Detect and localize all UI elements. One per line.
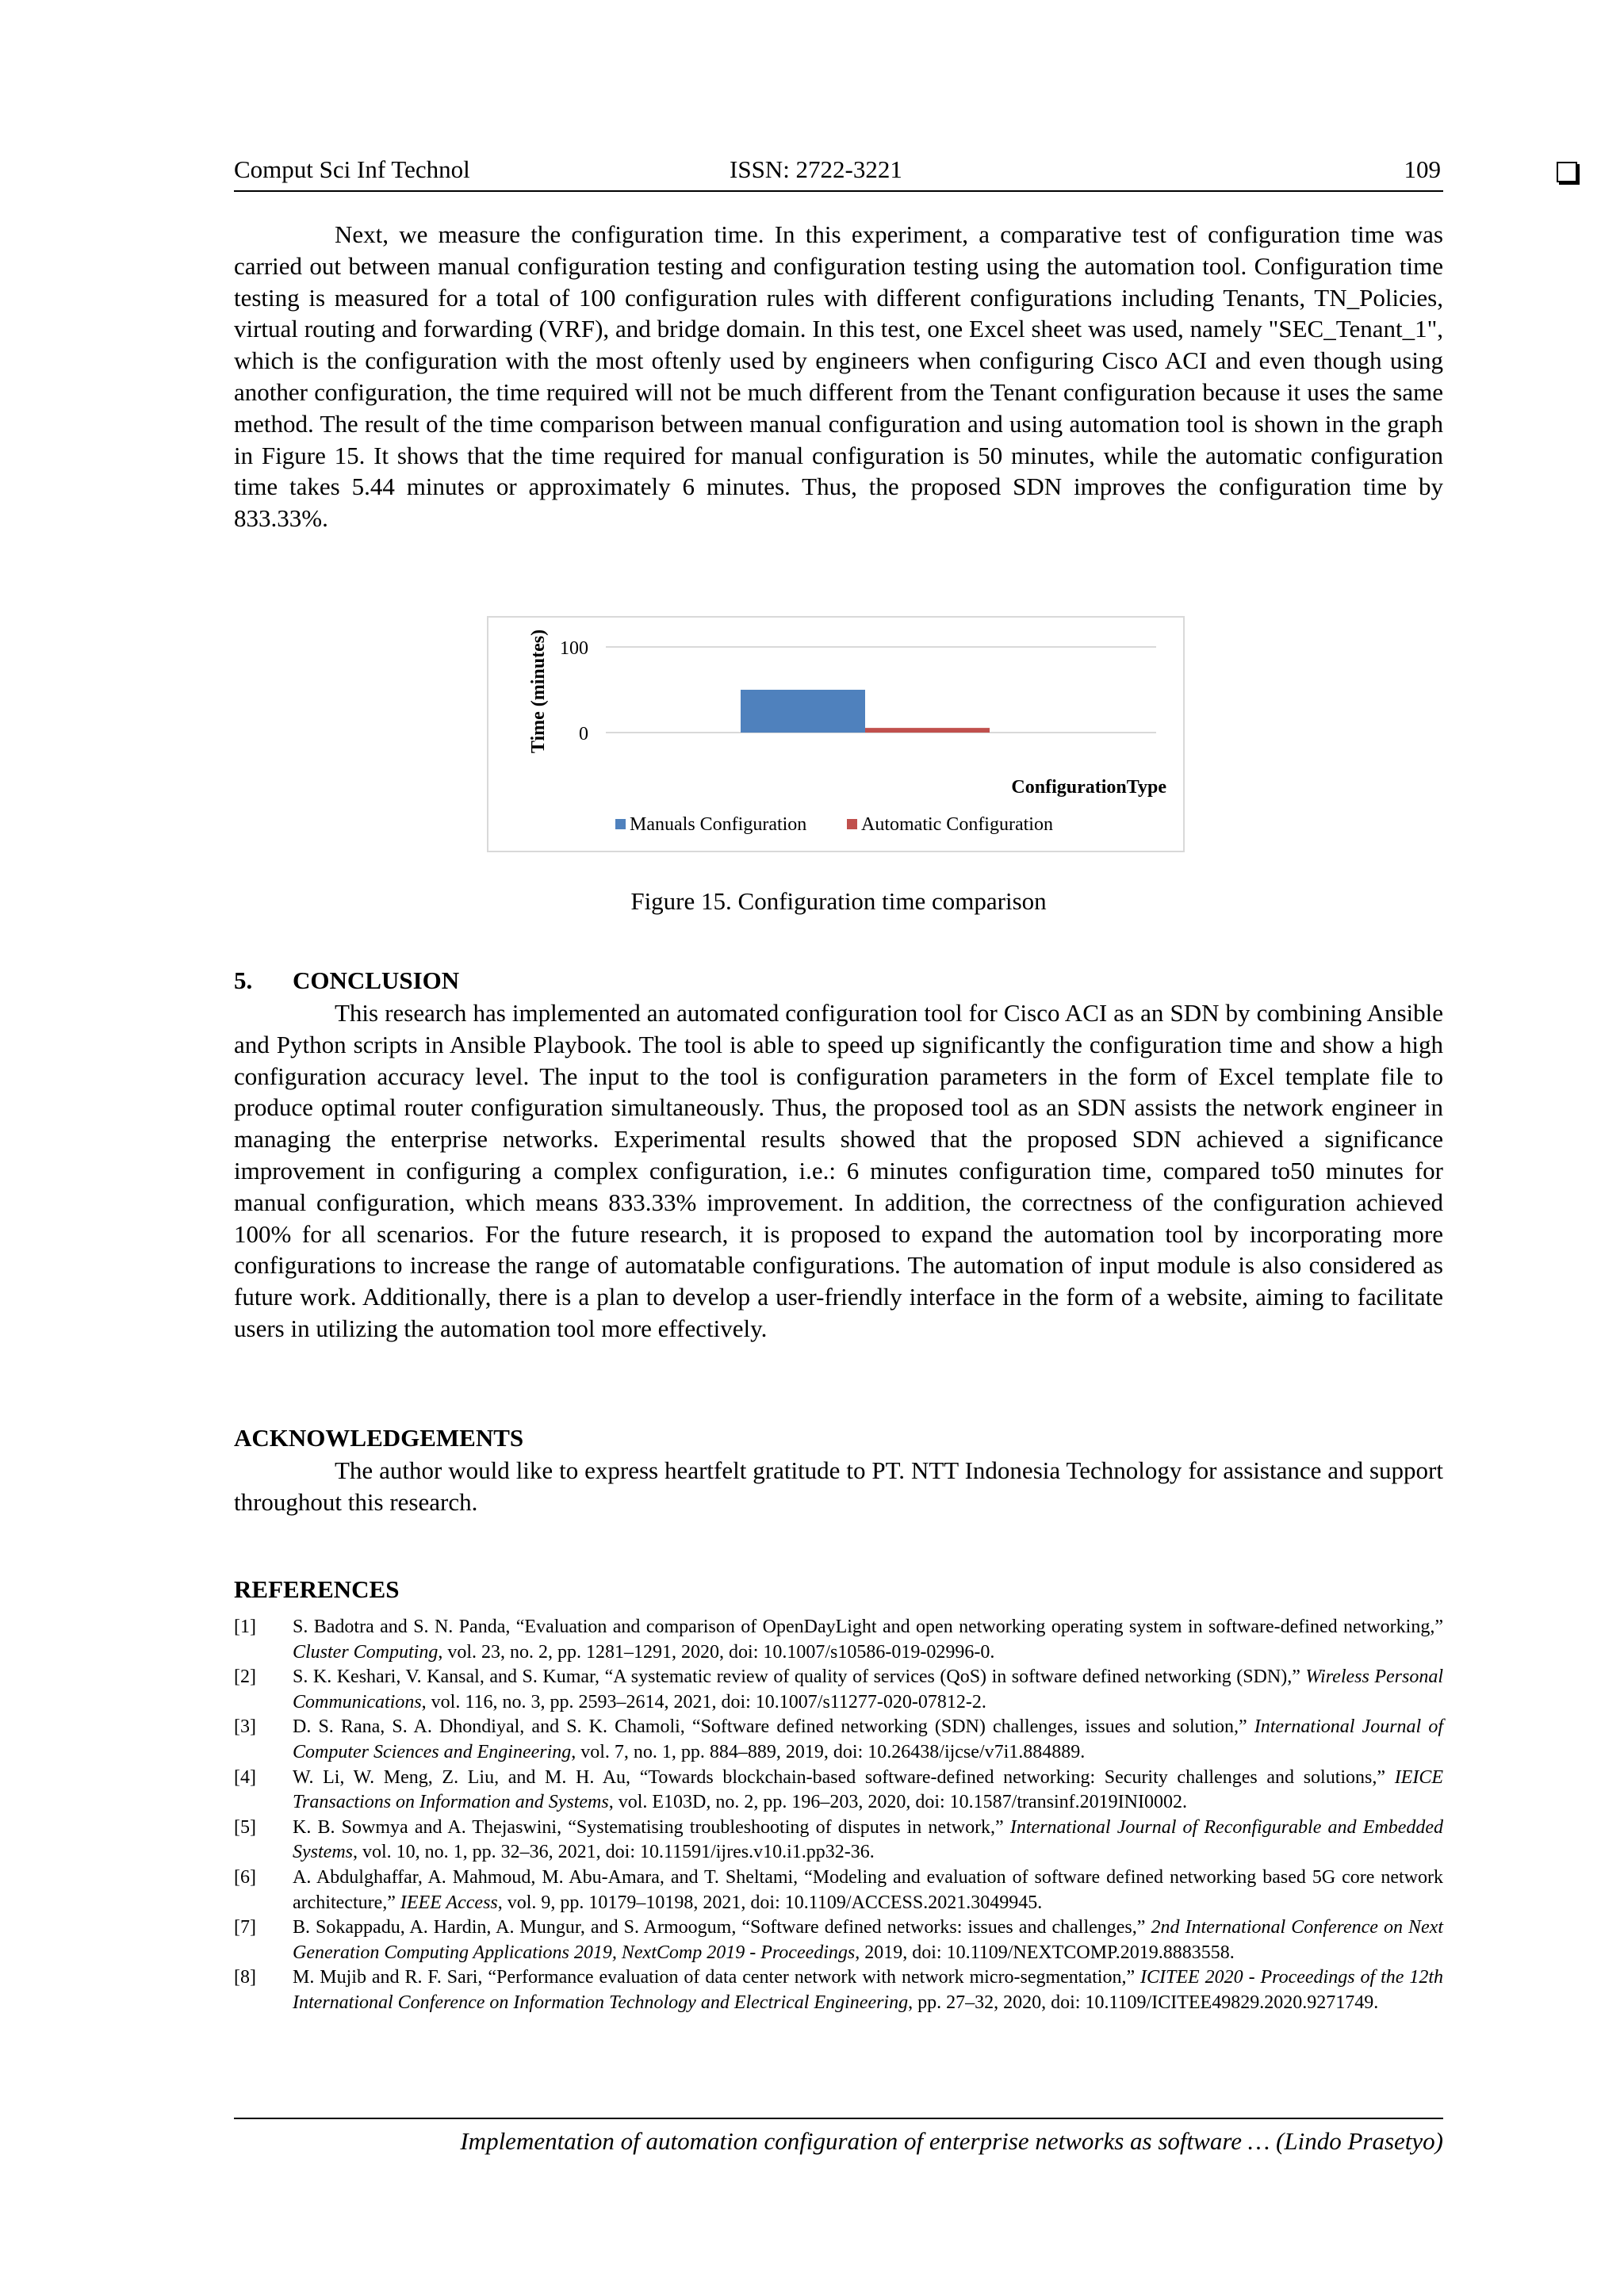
reference-details: , 2019, doi: 10.1109/NEXTCOMP.2019.8883558.: [855, 1942, 1235, 1963]
reference-item: [234, 1915, 1443, 1965]
chart-legend: [615, 814, 1053, 835]
reference-venue: IEICE Transactions on Information and Systems: [293, 1766, 1443, 1813]
references-heading: REFERENCES: [234, 1575, 400, 1603]
acknowledgements-heading: ACKNOWLEDGEMENTS: [234, 1424, 524, 1452]
reference-details: , vol. 7, no. 1, pp. 884–889, 2019, doi: 10.26438/ijcse/v7i1.884889.: [571, 1741, 1086, 1762]
bar-manual: [741, 690, 865, 733]
reference-details: , pp. 27–32, 2020, doi: 10.1109/ICITEE49829.2020.9271749.: [908, 1992, 1379, 2013]
reference-text: K. B. Sowmya and A. Thejaswini, “Systematising troubleshooting of disputes in network,”: [293, 1816, 1010, 1838]
figure-chart: [487, 616, 1185, 852]
reference-venue: IEEE Access: [400, 1892, 498, 1913]
section-title: CONCLUSION: [293, 966, 460, 994]
reference-number: [3]: [234, 1716, 256, 1738]
reference-number: [5]: [234, 1816, 256, 1838]
reference-venue: ICITEE 2020 - Proceedings of the 12th International Conference on Information Technology and Electrical Engineering: [293, 1967, 1444, 2013]
reference-number: [7]: [234, 1917, 256, 1938]
legend-label: Manuals Configuration: [630, 814, 807, 835]
acknowledgements-paragraph: The author would like to express heartfelt gratitude to PT. NTT Indonesia Technology for assistance and support throughout this research.: [234, 1456, 1443, 1516]
y-tick-label-bottom: 0: [579, 724, 588, 744]
reference-details: , vol. 23, no. 2, pp. 1281–1291, 2020, doi: 10.1007/s10586-019-02996-0.: [438, 1641, 995, 1663]
reference-number: [8]: [234, 1967, 256, 1988]
reference-text: D. S. Rana, S. A. Dhondiyal, and S. K. Chamoli, “Software defined networking (SDN) challenges, issues and solution,”: [293, 1716, 1254, 1738]
y-tick-label-top: 100: [560, 638, 588, 659]
body-paragraph: Next, we measure the configuration time. In this experiment, a comparative test of configuration time was carried out between manual configuration testing and configuration testing using the automation tool. Configuration time testing is measured for a total of 100 configuration rules with different configurations including Tenants, TN_Policies, virtual routing and forwarding (VRF), and bridge domain. In this test, one Excel sheet was used, namely "SEC_Tenant_1", which is the configuration with the most oftenly used by engineers when configuring Cisco ACI and even though using another configuration, the time required will not be much different from the Tenant configuration because it uses the same method. The result of the time comparison between manual configuration and using automation tool is shown in the graph in Figure 15. It shows that the time required for manual configuration is 50 minutes, while the automatic configuration time takes 5.44 minutes or approximately 6 minutes. Thus, the proposed SDN improves the configuration time by 833.33%.: [234, 220, 1443, 533]
running-header: [234, 155, 1443, 192]
issn: ISSN: 2722-3221: [730, 155, 902, 183]
reference-item: [234, 1866, 1443, 1915]
reference-item: [234, 1965, 1443, 2015]
conclusion-paragraph: This research has implemented an automated configuration tool for Cisco ACI as an SDN by combining Ansible and Python scripts in Ansible Playbook. The tool is able to speed up significantly the configuration time and show a high configuration accuracy level. The input to the tool is configuration parameters in the form of Excel template file to produce optimal router configuration simultaneously. Thus, the proposed tool as an SDN assists the network engineer in managing the enterprise networks. Experimental results showed that the proposed SDN achieved a significance improvement in configuring a complex configuration, i.e.: 6 minutes configuration time, compared to50 minutes for manual configuration, which means 833.33% improvement. In addition, the correctness of the configuration achieved 100% for all scenarios. For the future research, it is proposed to expand the automation tool by incorporating more configurations to increase the range of automatable configurations. The automation of input module is also considered as future work. Additionally, there is a plan to develop a user-friendly interface in the form of a website, aiming to facilitate users in utilizing the automation tool more effectively.: [234, 999, 1443, 1342]
reference-text: M. Mujib and R. F. Sari, “Performance evaluation of data center network with network micro-segmentation,”: [293, 1967, 1141, 1988]
reference-item: [234, 1816, 1443, 1866]
figure-caption: Figure 15. Configuration time comparison: [630, 887, 1047, 915]
legend-swatch: [615, 819, 626, 829]
reference-number: [1]: [234, 1617, 256, 1637]
reference-number: [2]: [234, 1667, 256, 1688]
reference-venue: Cluster Computing: [293, 1641, 439, 1663]
footer-text: Implementation of automation configuration of enterprise networks as software … (Lindo Prasetyo): [460, 2127, 1443, 2155]
reference-number: [4]: [234, 1766, 256, 1788]
reference-number: [6]: [234, 1866, 256, 1888]
reference-details: , vol. E103D, no. 2, pp. 196–203, 2020, doi: 10.1587/transinf.2019INI0002.: [608, 1792, 1187, 1813]
reference-details: , vol. 116, no. 3, pp. 2593–2614, 2021, doi: 10.1007/s11277-020-07812-2.: [421, 1691, 986, 1712]
reference-text: S. K. Keshari, V. Kansal, and S. Kumar, “A systematic review of quality of services (QoS) in software defined networking (SDN),”: [293, 1667, 1306, 1688]
journal-name: Comput Sci Inf Technol: [234, 155, 470, 183]
bar-chart: [488, 618, 1183, 851]
reference-venue: International Journal of Reconfigurable and Embedded Systems: [293, 1816, 1443, 1863]
bar-automatic: [865, 728, 990, 733]
reference-details: , vol. 9, pp. 10179–10198, 2021, doi: 10.1109/ACCESS.2021.3049945.: [497, 1892, 1043, 1913]
legend-swatch: [847, 819, 857, 829]
reference-list: [234, 1615, 1443, 2016]
reference-item: [234, 1766, 1443, 1816]
reference-item: [234, 1715, 1443, 1765]
y-axis-label: Time (minutes): [528, 629, 549, 754]
x-axis-label: ConfigurationType: [1011, 777, 1166, 798]
reference-text: A. Abdulghaffar, A. Mahmoud, M. Abu-Amara, and T. Sheltami, “Modeling and evaluation of software defined networking based 5G core network architecture,”: [293, 1866, 1443, 1913]
reference-venue: International Journal of Computer Sciences and Engineering: [293, 1716, 1444, 1762]
reference-details: , vol. 10, no. 1, pp. 32–36, 2021, doi: 10.11591/ijres.v10.i1.pp32-36.: [352, 1842, 875, 1863]
box-icon: [1557, 162, 1577, 182]
reference-venue: Wireless Personal Communications: [293, 1667, 1443, 1712]
reference-text: B. Sokappadu, A. Hardin, A. Mungur, and S. Armoogum, “Software defined networks: issues and challenges,”: [293, 1917, 1151, 1938]
running-footer: [234, 2118, 1443, 2156]
conclusion-heading: [234, 966, 459, 995]
reference-item: [234, 1665, 1443, 1715]
page-number: 109: [1404, 155, 1441, 183]
reference-text: S. Badotra and S. N. Panda, “Evaluation and comparison of OpenDayLight and open networking operating system in software-defined networking,”: [293, 1617, 1443, 1637]
reference-item: [234, 1615, 1443, 1665]
reference-text: W. Li, W. Meng, Z. Liu, and M. H. Au, “Towards blockchain-based software-defined networking: Security challenges and solutions,”: [293, 1766, 1395, 1788]
legend-label: Automatic Configuration: [861, 814, 1053, 835]
section-number: 5.: [234, 966, 253, 994]
reference-venue: 2nd International Conference on Next Generation Computing Applications 2019, NextComp 2019 - Proceedings: [293, 1917, 1443, 1963]
